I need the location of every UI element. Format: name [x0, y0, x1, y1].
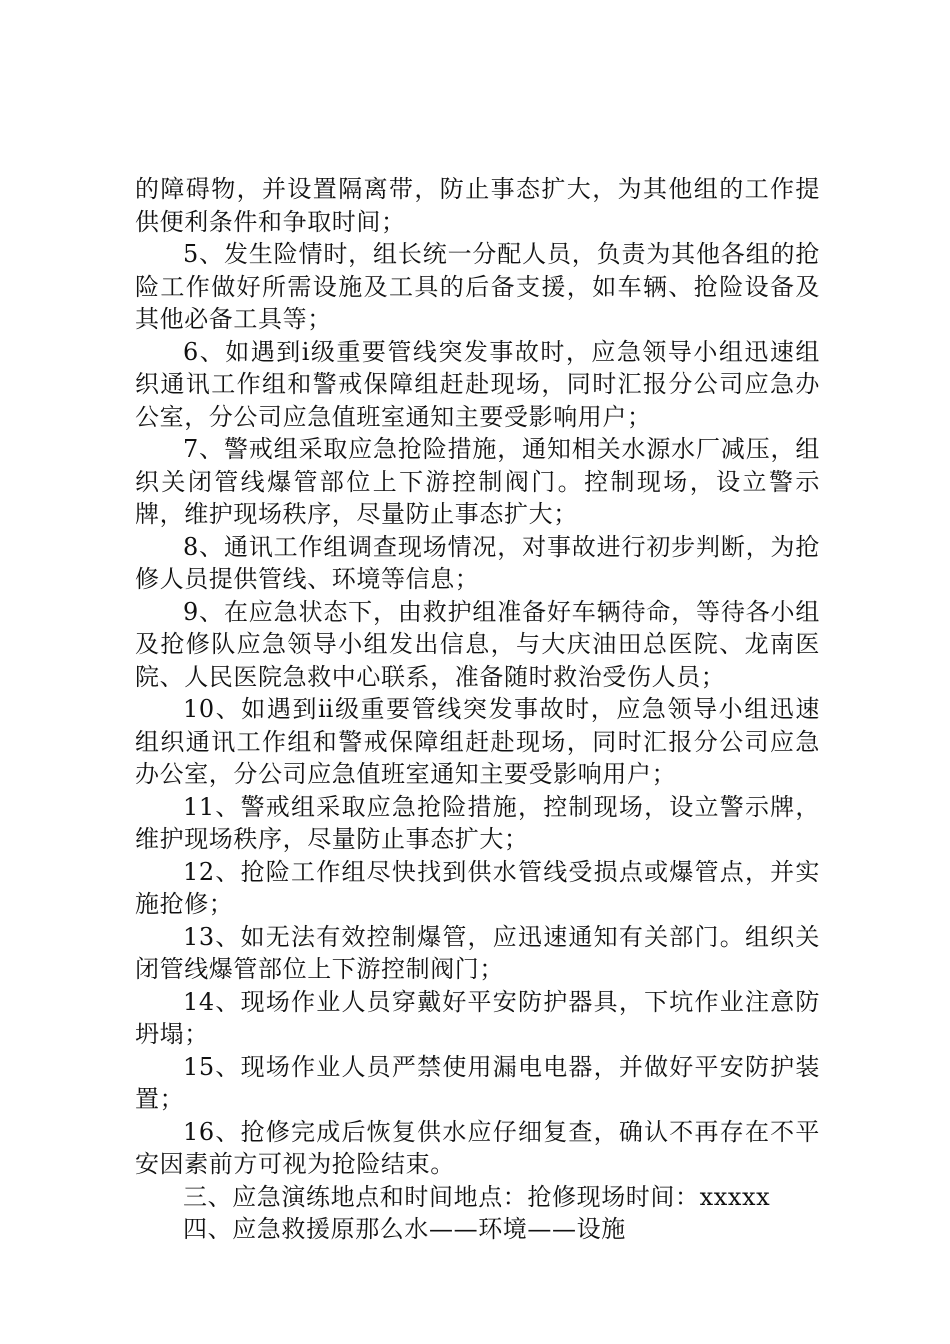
paragraph-item-10: 10、如遇到ⅱ级重要管线突发事故时，应急领导小组迅速组织通讯工作组和警戒保障组赶赴现场，同时汇报分公司应急办公室，分公司应急值班室通知主要受影响用户；	[135, 695, 820, 788]
paragraph-continued: 的障碍物，并设置隔离带，防止事态扩大，为其他组的工作提供便利条件和争取时间；	[135, 175, 820, 236]
paragraph-item-7: 7、警戒组采取应急抢险措施，通知相关水源水厂减压，组织关闭管线爆管部位上下游控制阀门。控制现场，设立警示牌，维护现场秩序，尽量防止事态扩大；	[135, 435, 820, 528]
paragraph-item-12: 12、抢险工作组尽快找到供水管线受损点或爆管点，并实施抢修；	[135, 857, 820, 918]
paragraph-item-5: 5、发生险情时，组长统一分配人员，负责为其他各组的抢险工作做好所需设施及工具的后备支援，如车辆、抢险设备及其他必备工具等；	[135, 240, 820, 333]
paragraph-item-15: 15、现场作业人员严禁使用漏电电器，并做好平安防护装置；	[135, 1052, 820, 1113]
paragraph-item-8: 8、通讯工作组调查现场情况，对事故进行初步判断，为抢修人员提供管线、环境等信息；	[135, 532, 820, 593]
paragraph-item-16: 16、抢修完成后恢复供水应仔细复查，确认不再存在不平安因素前方可视为抢险结束。	[135, 1117, 820, 1178]
paragraph-item-11: 11、警戒组采取应急抢险措施，控制现场，设立警示牌，维护现场秩序，尽量防止事态扩大；	[135, 792, 820, 853]
paragraph-item-13: 13、如无法有效控制爆管，应迅速通知有关部门。组织关闭管线爆管部位上下游控制阀门；	[135, 922, 820, 983]
paragraph-item-9: 9、在应急状态下，由救护组准备好车辆待命，等待各小组及抢修队应急领导小组发出信息，与大庆油田总医院、龙南医院、人民医院急救中心联系，准备随时救治受伤人员；	[135, 597, 820, 691]
section-heading-drill-location: 三、应急演练地点和时间地点：抢修现场时间：xxxxx	[183, 1182, 771, 1211]
document-body	[135, 173, 820, 1246]
paragraph-item-6: 6、如遇到ⅰ级重要管线突发事故时，应急领导小组迅速组织通讯工作组和警戒保障组赶赴现场，同时汇报分公司应急办公室，分公司应急值班室通知主要受影响用户；	[135, 337, 820, 431]
paragraph-item-14: 14、现场作业人员穿戴好平安防护器具，下坑作业注意防坍塌；	[135, 987, 820, 1048]
section-heading-rescue-principle: 四、应急救援原那么水——环境——设施	[183, 1215, 626, 1243]
